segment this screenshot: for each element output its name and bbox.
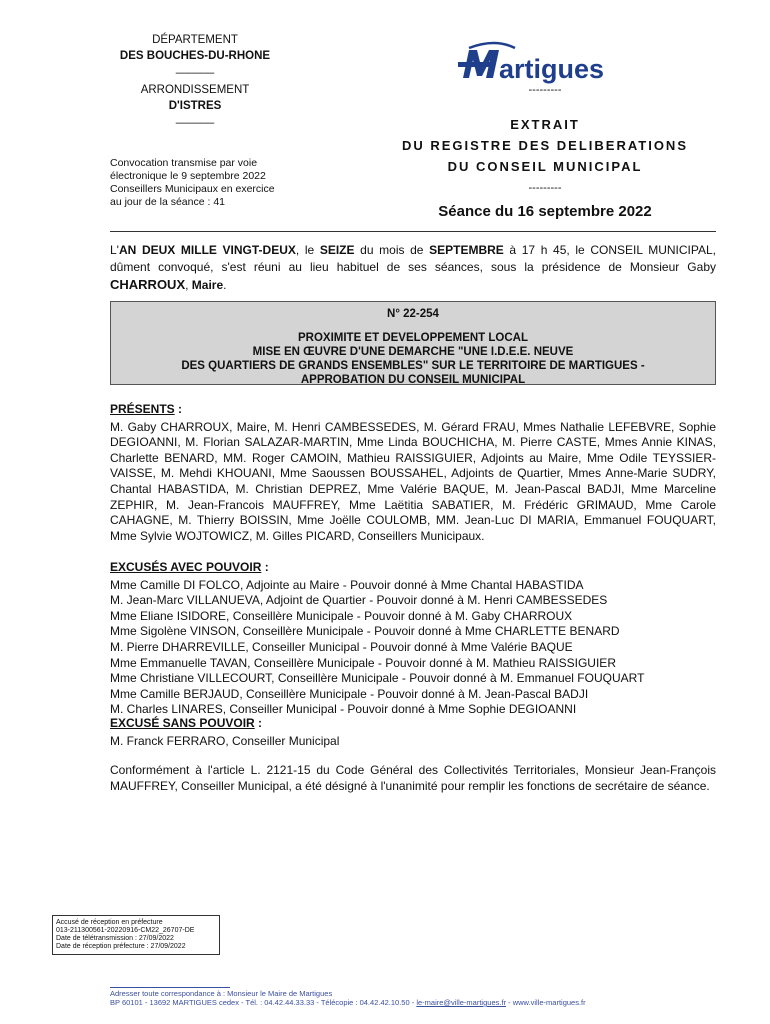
martigues-logo <box>455 40 635 90</box>
secretaire-paragraph: Conformément à l'article L. 2121-15 du Code Général des Collectivités Territoriales, Monsieur Jean-François MAUFFREY, Conseiller Municipal, a été désigné à l'unanimité pour remplir les fonctions de secrétaire de séance. <box>110 763 716 793</box>
convocation-line: Conseillers Municipaux en exercice <box>110 183 275 195</box>
intro-text: . <box>223 278 227 292</box>
presents-section <box>110 402 716 544</box>
proxy-line: Mme Emmanuelle TAVAN, Conseillère Municipale - Pouvoir donné à M. Mathieu RAISSIGUIER <box>110 655 616 670</box>
proxy-line: Mme Eliane ISIDORE, Conseillère Municipale - Pouvoir donné à M. Gaby CHARROUX <box>110 608 573 623</box>
svg-text:artigues: artigues <box>499 54 605 84</box>
deliberation-title-line: MISE EN ŒUVRE D'UNE DEMARCHE "UNE I.D.E.E. NEUVE <box>252 346 574 358</box>
session-date: Séance du 16 septembre 2022 <box>438 203 652 220</box>
deliberation-title-line: PROXIMITE ET DEVELOPPEMENT LOCAL <box>297 332 529 344</box>
intro-day: SEIZE <box>319 243 355 257</box>
prefecture-receipt <box>52 915 220 955</box>
arrondissement-name: D'ISTRES <box>168 100 222 112</box>
colon: : <box>261 560 269 574</box>
footer-address: BP 60101 - 13692 MARTIGUES cedex - Tél. : 04.42.44.33.33 - Télécopie : 04.42.42.10.50 - <box>110 998 417 1007</box>
presents-title: PRÉSENTS <box>110 402 175 416</box>
registre-label: DU REGISTRE DES DELIBERATIONS <box>401 138 688 153</box>
footer <box>110 989 730 1007</box>
intro-text: du mois de <box>354 243 430 257</box>
excuses-pouvoir-section <box>110 560 716 718</box>
deliberation-title-line: DES QUARTIERS DE GRANDS ENSEMBLES" SUR LE TERRITOIRE DE MARTIGUES - <box>181 360 645 372</box>
proxy-line: M. Jean-Marc VILLANUEVA, Adjoint de Quartier - Pouvoir donné à M. Henri CAMBESSEDES <box>110 593 608 608</box>
conseil-label: DU CONSEIL MUNICIPAL <box>447 159 643 174</box>
department-name: DES BOUCHES-DU-RHONE <box>119 50 271 62</box>
deliberation-box <box>110 301 716 385</box>
department-header <box>95 32 295 122</box>
header-divider <box>110 231 716 232</box>
footer-rule <box>110 987 230 988</box>
proxy-line: Mme Sigolène VINSON, Conseillère Municipale - Pouvoir donné à Mme CHARLETTE BENARD <box>110 624 620 639</box>
absent-line: M. Franck FERRARO, Conseiller Municipal <box>110 733 340 748</box>
intro-month: SEPTEMBRE <box>429 243 504 257</box>
header-dashes: --------- <box>528 84 562 96</box>
separator: ______ <box>175 112 215 124</box>
intro-text: , <box>185 278 192 292</box>
departement-label: DÉPARTEMENT <box>152 34 238 46</box>
excuse-sans-title: EXCUSÉ SANS POUVOIR <box>110 716 255 730</box>
colon: : <box>174 402 183 416</box>
extrait-label: EXTRAIT <box>510 117 580 132</box>
excuses-pouvoir-title: EXCUSÉS AVEC POUVOIR <box>110 560 262 574</box>
intro-text: L' <box>110 243 119 257</box>
proxy-line: Mme Camille DI FOLCO, Adjointe au Maire - Pouvoir donné à Mme Chantal HABASTIDA <box>110 577 584 592</box>
receipt-line: 013-211300561-20220916-CM22_26707-DE <box>56 927 195 934</box>
intro-text: à 17 h 45, le CONSEIL MUNICIPAL, dûment convoqué, s'est réuni au lieu habituel de ses séances, sous la présidence de Monsieur Gaby <box>110 243 716 274</box>
footer-line <box>110 998 730 1007</box>
proxy-line: M. Charles LINARES, Conseiller Municipal - Pouvoir donné à Mme Sophie DEGIOANNI <box>110 702 577 717</box>
footer-website: - www.ville-martigues.fr <box>506 998 586 1007</box>
separator: ______ <box>175 62 215 74</box>
receipt-line: Date de télétransmission : 27/09/2022 <box>56 935 174 942</box>
deliberation-title-line: APPROBATION DU CONSEIL MUNICIPAL <box>300 374 526 386</box>
convocation-line: Convocation transmise par voie <box>110 157 258 169</box>
convocation-line: au jour de la séance : 41 <box>110 196 225 208</box>
receipt-line: Date de réception préfecture : 27/09/2022 <box>56 943 186 950</box>
presents-list: M. Gaby CHARROUX, Maire, M. Henri CAMBESSEDES, M. Gérard FRAU, Mmes Nathalie LEFEBVRE, Sophie DEGIOANNI, M. Florian SALAZAR-MARTIN, Mme Linda BOUCHICHA, M. Pierre CASTE, Mmes Annie KINAS, Charlette BENARD, MM. Roger CAMOIN, Mathieu RAISSIGUIER, Adjoints au Maire, Mme Odile TEYSSIER-VAISSE, M. Mehdi KHOUANI, Mme Saoussen BOUSSAHEL, Adjoints de Quartier, Mmes Anne-Marie SUDRY, Chantal HABASTIDA, M. Christian DEPREZ, Mme Valérie BAQUE, M. Jean-Pascal BADJI, Mme Marceline ZEPHIR, M. Jean-Francois MAUFFREY, Mme Laëtitia SABATIER, M. Frédéric GRIMAUD, Mme Carole CAHAGNE, M. Thierry BOISSIN, Mme Joëlle COULOMB, MM. Jean-Luc DI MARIA, Emmanuel FOUQUART, Mme Sylvie WOJTOWICZ, M. Gilles PICARD, Conseillers Municipaux. <box>110 419 716 543</box>
arrondissement-label: ARRONDISSEMENT <box>140 84 250 96</box>
intro-year: AN DEUX MILLE VINGT-DEUX <box>118 243 296 257</box>
mayor-name: CHARROUX <box>110 277 186 292</box>
convocation-info <box>110 157 310 209</box>
email-link[interactable]: le-maire@ville-martigues.fr <box>416 998 507 1007</box>
receipt-line: Accusé de réception en préfecture <box>56 919 163 926</box>
convocation-line: électronique le 9 septembre 2022 <box>110 170 266 182</box>
deliberation-number: N° 22-254 <box>387 308 439 320</box>
proxy-line: M. Pierre DHARREVILLE, Conseiller Municipal - Pouvoir donné à Mme Valérie BAQUE <box>110 639 573 654</box>
excuse-sans-section <box>110 716 716 749</box>
logo-graphic <box>455 40 635 90</box>
proxy-line: Mme Christiane VILLECOURT, Conseillère Municipale - Pouvoir donné à M. Emmanuel FOUQUART <box>110 671 645 686</box>
intro-text: , le <box>295 243 320 257</box>
footer-line: Adresser toute correspondance à : Monsieur le Maire de Martigues <box>110 989 333 998</box>
colon: : <box>254 716 263 730</box>
extract-title <box>360 114 730 177</box>
header-dashes: --------- <box>528 182 562 194</box>
mayor-title: Maire <box>191 278 224 292</box>
intro-paragraph <box>110 242 716 294</box>
proxy-line: Mme Camille BERJAUD, Conseillère Municipale - Pouvoir donné à M. Jean-Pascal BADJI <box>110 686 589 701</box>
